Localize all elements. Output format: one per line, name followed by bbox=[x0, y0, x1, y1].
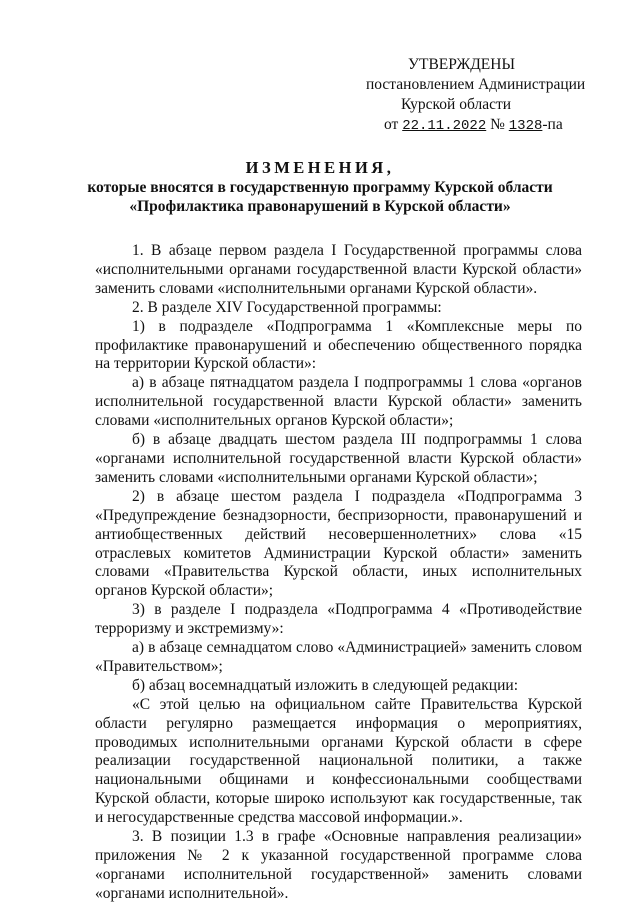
number-prefix: № bbox=[490, 116, 505, 133]
approval-number: 1328 bbox=[508, 118, 543, 134]
paragraph: 3. В позиции 1.3 в графе «Основные направления реализации» приложения № 2 к указанной государственной программе слова «органами исполнительной государственной» заменить словами «органами исполнительной». bbox=[95, 828, 582, 902]
approval-stamp bbox=[366, 55, 606, 136]
approved-date-number-line bbox=[366, 115, 606, 136]
paragraph: 2. В разделе XIV Государственной программы: bbox=[132, 298, 442, 316]
paragraph: «С этой целью на официальном сайте Правительства Курской области регулярно размещается информация о мероприятиях, проводимых исполнительными органами Курской области в сфере реализации государственной национальной политики, а также национальными общинами и конфессиональными сообществами Курской области, которые широко используют как государственные, так и негосударственные средства массовой информации.». bbox=[95, 695, 582, 827]
document-body bbox=[95, 242, 582, 904]
paragraph: 1. В абзаце первом раздела I Государственной программы слова «исполнительными органами государственной власти Курской области» заменить словами «исполнительными органами Курской области». bbox=[95, 242, 582, 297]
approved-by-line: постановлением Администрации bbox=[366, 76, 586, 93]
paragraph: б) в абзаце двадцать шестом раздела III подпрограммы 1 слова «органами исполнительной государственной власти Курской области» заменить словами «исполнительными органами Курской области»; bbox=[95, 431, 582, 486]
number-suffix: -па bbox=[542, 116, 563, 133]
document-subtitle-line1: которые вносятся в государственную программу Курской области bbox=[87, 179, 553, 196]
paragraph: 3) в разделе I подраздела «Подпрограмма 4 «Противодействие терроризму и экстремизму»: bbox=[95, 601, 582, 638]
from-prefix: от bbox=[384, 116, 399, 133]
approval-date: 22.11.2022 bbox=[402, 118, 487, 134]
paragraph: 2) в абзаце шестом раздела I подраздела «Подпрограмма 3 «Предупреждение безнадзорности, беспризорности, правонарушений и антиобщественных действий несовершеннолетних» слова «15 отраслевых комитетов Администрации Курской области» заменить словами «Правительства Курской области, иных исполнительных органов Курской области»; bbox=[95, 487, 582, 600]
paragraph: а) в абзаце семнадцатом слово «Администрацией» заменить словом «Правительством»; bbox=[95, 639, 582, 675]
approved-heading: УТВЕРЖДЕНЫ bbox=[408, 56, 515, 73]
approved-region-line: Курской области bbox=[401, 96, 512, 113]
document-subtitle-line2: «Профилактика правонарушений в Курской области» bbox=[129, 198, 511, 215]
paragraph: 1) в подразделе «Подпрограмма 1 «Комплексные меры по профилактике правонарушений и обеспечению общественного порядка на территории Курской области»: bbox=[95, 317, 582, 373]
document-title: ИЗМЕНЕНИЯ, bbox=[245, 158, 395, 177]
paragraph: б) абзац восемнадцатый изложить в следующей редакции: bbox=[132, 676, 518, 694]
paragraph: а) в абзаце пятнадцатом раздела I подпрограммы 1 слова «органов исполнительной государственной власти Курской области» заменить словами «исполнительных органов Курской области»; bbox=[95, 374, 582, 430]
